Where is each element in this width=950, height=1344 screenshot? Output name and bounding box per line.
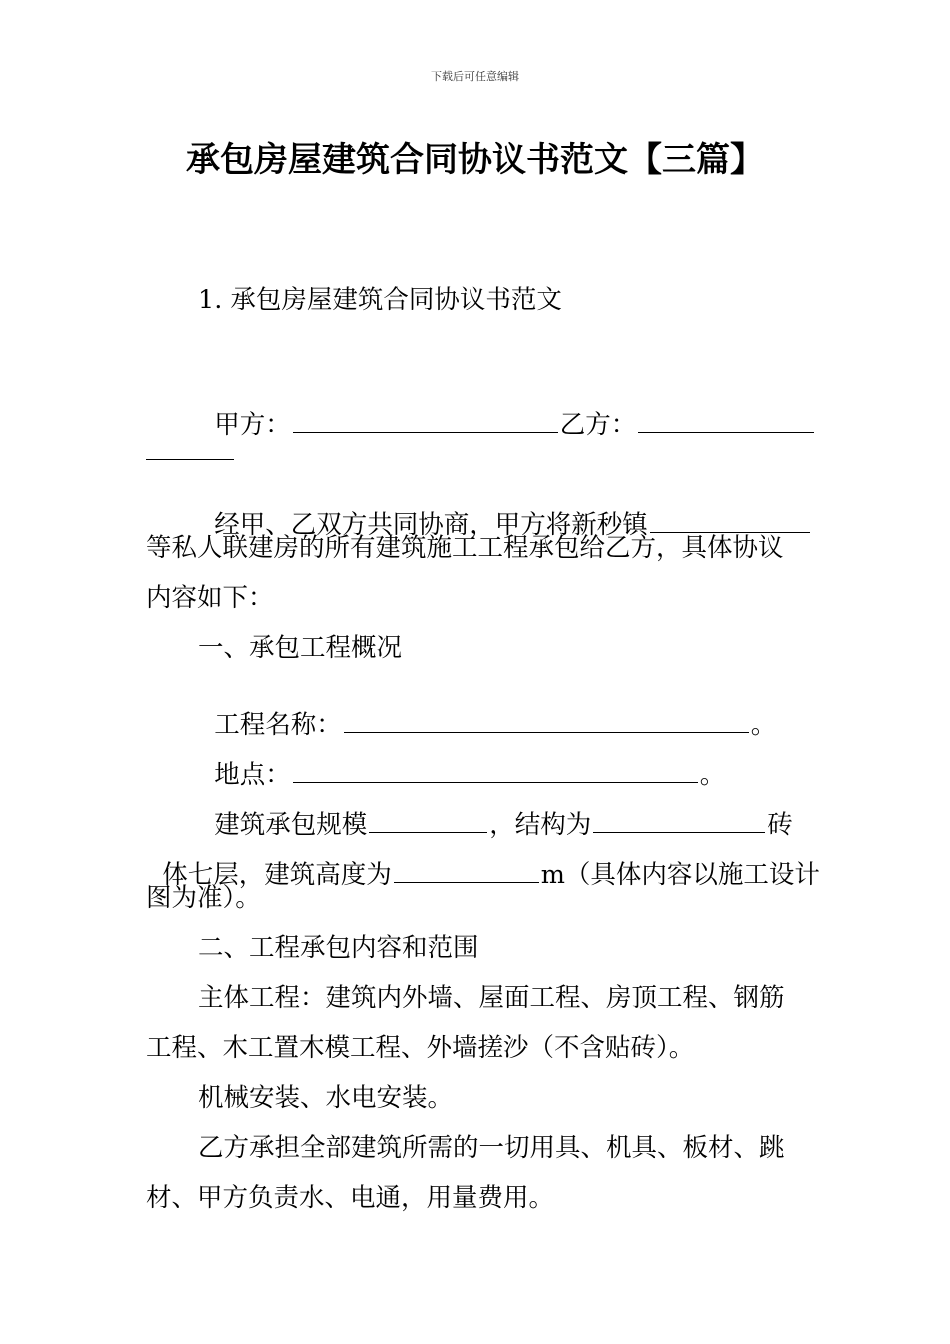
scale-text-c: 砖: [767, 809, 793, 840]
scale2-text-a: 体七层，建筑高度为: [162, 859, 392, 890]
document-title: 承包房屋建筑合同协议书范文【三篇】: [186, 140, 764, 180]
scale-line-2: [146, 836, 820, 888]
height-blank: [394, 862, 539, 883]
project-name-end: 。: [750, 709, 777, 740]
part1-heading: 一、承包工程概况: [198, 633, 403, 663]
parties-line: [198, 386, 816, 438]
structure-blank: [593, 812, 765, 833]
party-b-blank-continued: [146, 458, 234, 460]
installation-line: 机械安装、水电安装。: [198, 1083, 454, 1113]
project-name-label: 工程名称：: [214, 709, 342, 740]
location-end: 。: [699, 759, 726, 790]
main-works-line-2: 工程、木工置木模工程、外墙搓沙（不含贴砖）。: [146, 1033, 695, 1063]
scale-blank: [369, 812, 487, 833]
scale-text-a: 建筑承包规模: [214, 809, 368, 840]
party-a-blank: [293, 412, 558, 433]
town-blank: [650, 512, 810, 533]
supply-line-2: 材、甲方负责水、电通，用量费用。: [146, 1183, 555, 1213]
supply-line-1: 乙方承担全部建筑所需的一切用具、机具、板材、跳: [198, 1133, 785, 1163]
party-a-label: 甲方：: [214, 409, 291, 440]
intro-line-2: 等私人联建房的所有建筑施工工程承包给乙方，具体协议: [146, 533, 784, 563]
location-line: [198, 736, 725, 788]
intro-text-1: 经甲、乙双方共同协商，甲方将新秒镇: [214, 509, 648, 540]
party-b-blank: [638, 412, 814, 433]
scale2-text-b: m（具体内容以施工设计: [540, 859, 820, 890]
location-label: 地点：: [214, 759, 291, 790]
intro-line-1: [198, 486, 812, 538]
header-note: 下载后可任意编辑: [431, 70, 519, 83]
scale-line-3: 图为准）。: [146, 883, 261, 913]
section-heading: 1. 承包房屋建筑合同协议书范文: [198, 285, 562, 315]
project-name-line: [198, 686, 776, 738]
party-b-label: 乙方：: [559, 409, 637, 440]
location-blank: [293, 762, 698, 783]
intro-line-3: 内容如下：: [146, 583, 274, 613]
part2-heading: 二、工程承包内容和范围: [198, 933, 479, 963]
scale-line-1: [198, 786, 793, 838]
main-works-line-1: 主体工程：建筑内外墙、屋面工程、房顶工程、钢筋: [198, 983, 785, 1013]
scale-text-b: ，结构为: [489, 809, 592, 840]
project-name-blank: [344, 712, 749, 733]
